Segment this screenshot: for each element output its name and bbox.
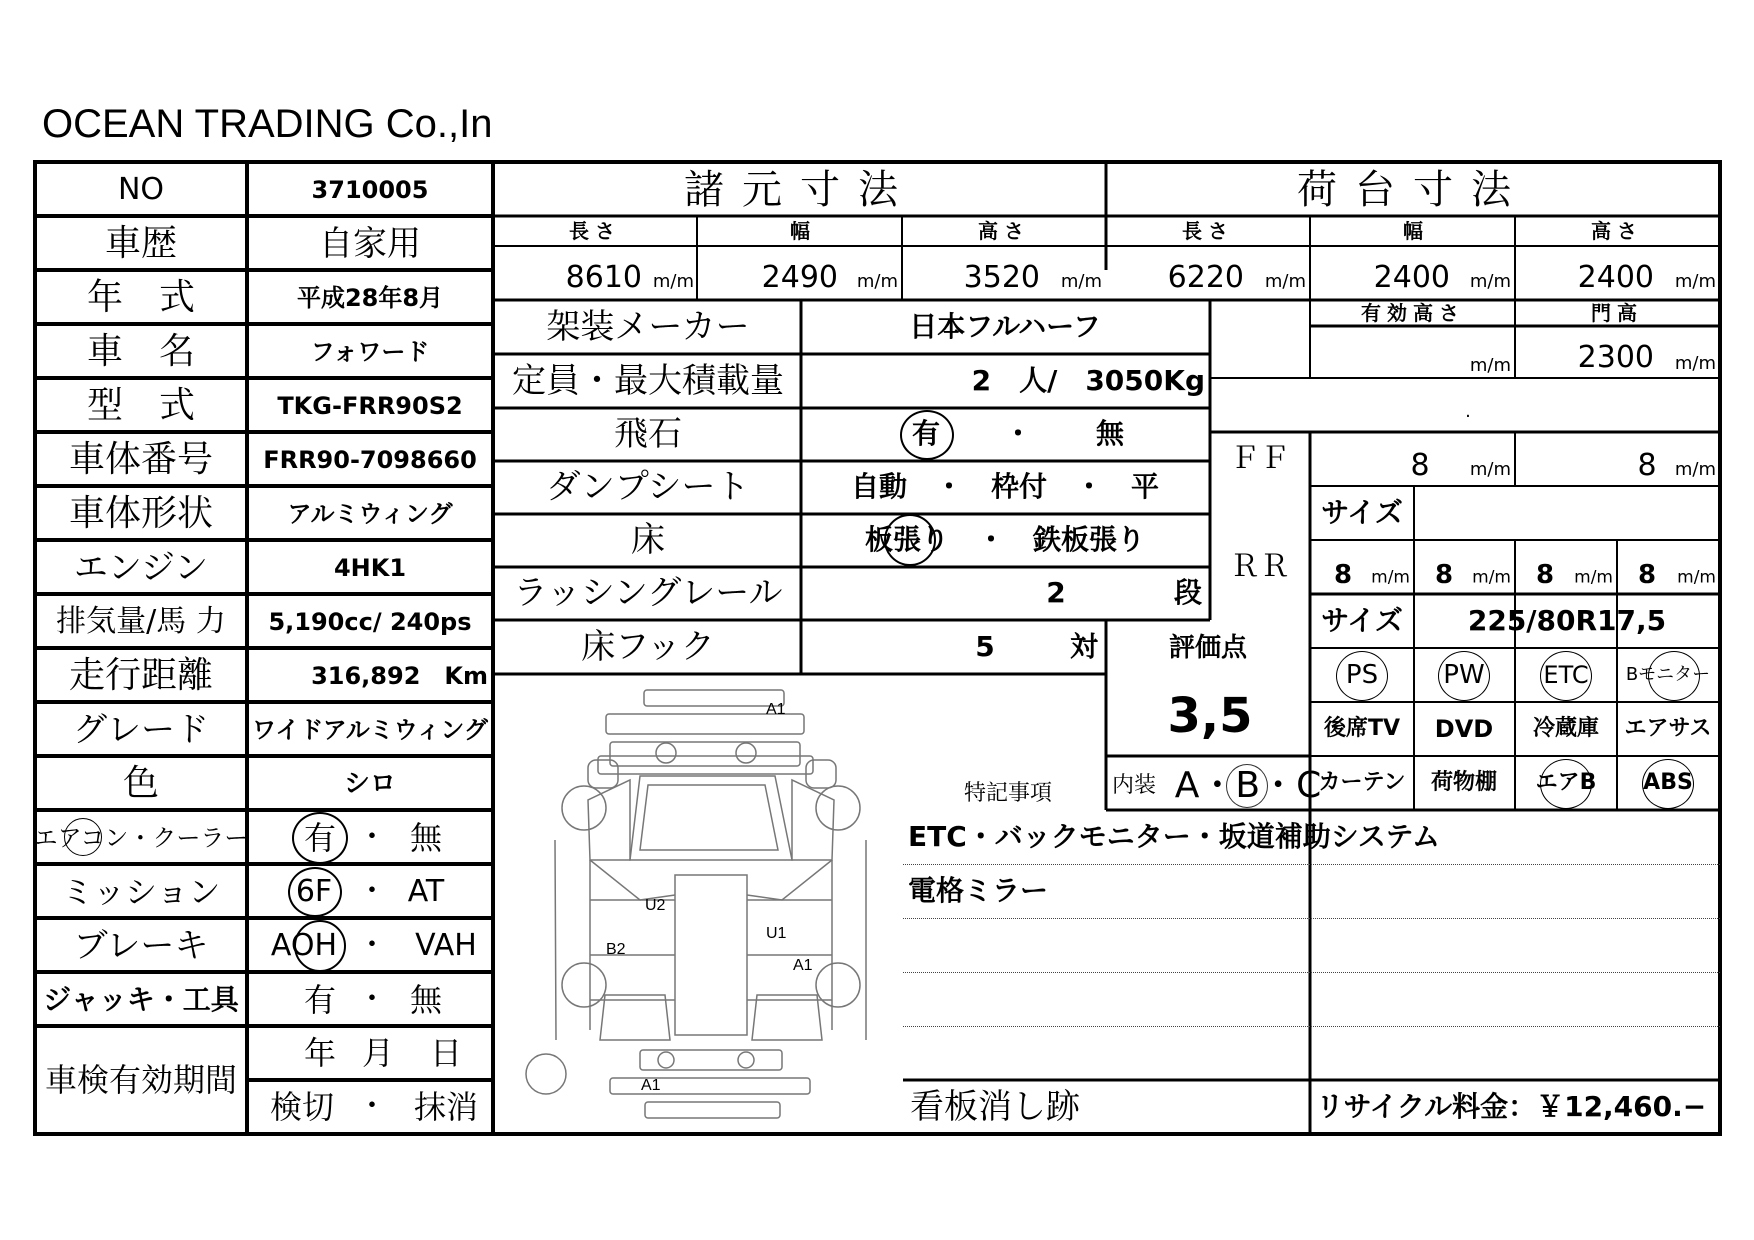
diagram-label-u2: U2 bbox=[645, 897, 666, 914]
capacity-value: 2 人/ 3050Kg bbox=[971, 364, 1205, 397]
jack-no: 無 bbox=[409, 981, 443, 1019]
spec-width-label: 幅 bbox=[790, 219, 810, 243]
engine-value: 4HK1 bbox=[333, 554, 407, 582]
rr-unit-4: m/m bbox=[1677, 567, 1716, 588]
mission-6f: 6F bbox=[295, 874, 333, 909]
rating-label: 評価点 bbox=[1168, 633, 1248, 663]
color-value: シロ bbox=[343, 769, 397, 799]
equip-ps: PS bbox=[1345, 660, 1379, 690]
cargo-width-unit: m/m bbox=[1469, 271, 1511, 292]
color-label: 色 bbox=[122, 763, 160, 804]
grade-label: グレード bbox=[73, 710, 209, 750]
equip-abs: ABS bbox=[1643, 770, 1693, 795]
name-value: フォワード bbox=[310, 338, 430, 366]
notes-rule-1 bbox=[903, 864, 1720, 865]
mission-6f-circle bbox=[288, 867, 342, 917]
ff-right-value: 8 bbox=[1637, 448, 1657, 483]
cargo-width-value: 2400 bbox=[1373, 260, 1450, 295]
interior-b-circle bbox=[1226, 764, 1268, 808]
stone-label: 飛石 bbox=[614, 414, 682, 454]
notes-rule-4 bbox=[903, 1026, 1720, 1027]
grade-value: ワイドアルミウィング bbox=[252, 716, 488, 744]
rr-value-3: 8 bbox=[1535, 560, 1555, 590]
equip-ps-circle bbox=[1336, 651, 1388, 701]
spec-height-value: 3520 bbox=[963, 260, 1040, 295]
equip-airbag: エアB bbox=[1535, 770, 1597, 795]
equip-etc: ETC bbox=[1543, 661, 1589, 689]
equip-dvd: DVD bbox=[1434, 715, 1494, 743]
rr-size-label: サイズ bbox=[1321, 604, 1403, 637]
body-label: 車体形状 bbox=[68, 493, 214, 534]
notes-rule-3 bbox=[903, 972, 1720, 973]
notes-label: 特記事項 bbox=[963, 781, 1053, 806]
spec-height-unit: m/m bbox=[1060, 271, 1102, 292]
no-value: 3710005 bbox=[311, 176, 429, 204]
equip-fridge: 冷蔵庫 bbox=[1532, 716, 1600, 741]
name-label: 車 名 bbox=[86, 331, 196, 372]
vehicle-diagram bbox=[526, 690, 866, 1118]
rating-value: 3,5 bbox=[1167, 688, 1253, 744]
jack-label: ジャッキ・工具 bbox=[43, 983, 239, 1016]
ff-size-label: サイズ bbox=[1321, 496, 1403, 529]
aircon-mark-circle bbox=[64, 818, 102, 856]
insp-dot: ・ bbox=[357, 1089, 387, 1124]
floor-value: 板張り ・ 鉄板張り bbox=[864, 523, 1146, 556]
hook-label: 床フック bbox=[581, 627, 715, 667]
interior-label: 内装 bbox=[1112, 773, 1157, 798]
equip-etc-circle bbox=[1540, 651, 1592, 701]
rr-unit-2: m/m bbox=[1472, 567, 1511, 588]
history-value: 自家用 bbox=[319, 224, 421, 264]
history-label: 車歴 bbox=[104, 223, 178, 264]
equip-abs-circle bbox=[1642, 759, 1694, 809]
insp-day: 日 bbox=[429, 1034, 463, 1072]
spec-height-label: 高さ bbox=[978, 219, 1030, 243]
diagram-label-u1: U1 bbox=[766, 925, 787, 942]
signboard-note: 看板消し跡 bbox=[910, 1087, 1080, 1127]
spec-width-value: 2490 bbox=[761, 260, 838, 295]
equip-airbag-circle bbox=[1540, 759, 1592, 809]
equip-air-suspension: エアサス bbox=[1624, 716, 1712, 741]
chassis-value: FRR90-7098660 bbox=[263, 446, 477, 474]
capacity-label: 定員・最大積載量 bbox=[512, 361, 784, 401]
gate-height-unit: m/m bbox=[1674, 353, 1716, 374]
brake-aoh: AOH bbox=[270, 928, 338, 963]
diagram-label-a1-right: A1 bbox=[793, 957, 813, 974]
company-name: OCEAN TRADING Co.,In bbox=[42, 102, 493, 146]
equip-rear-tv: 後席TV bbox=[1323, 716, 1401, 741]
gate-height-value: 2300 bbox=[1577, 340, 1654, 375]
equip-pw: PW bbox=[1443, 660, 1485, 690]
cargo-height-value: 2400 bbox=[1577, 260, 1654, 295]
displacement-label: 排気量/馬 力 bbox=[56, 604, 226, 639]
insp-year: 年 bbox=[303, 1034, 337, 1072]
mission-label: ミッション bbox=[61, 873, 221, 911]
spec-length-unit: m/m bbox=[652, 271, 694, 292]
equip-pw-circle bbox=[1438, 651, 1490, 701]
inspection-label: 車検有効期間 bbox=[44, 1061, 238, 1099]
diagram-label-b2: B2 bbox=[606, 941, 626, 958]
notes-rule-2 bbox=[903, 918, 1720, 919]
aircon-dot: ・ bbox=[357, 820, 387, 855]
spec-length-label: 長さ bbox=[569, 219, 621, 243]
mission-dot: ・ bbox=[357, 874, 387, 909]
ff-left-value: 8 bbox=[1410, 448, 1430, 483]
stone-dot: ・ bbox=[1003, 417, 1033, 450]
rr-unit-3: m/m bbox=[1574, 567, 1613, 588]
year-label: 年 式 bbox=[86, 277, 196, 318]
cargo-length-value: 6220 bbox=[1167, 260, 1244, 295]
spec-title: 諸元寸法 bbox=[684, 167, 916, 213]
hook-value: 5 bbox=[975, 630, 995, 663]
ff-label: ＦＦ bbox=[1230, 441, 1290, 476]
notes-line-1: ETC・バックモニター・坂道補助システム bbox=[908, 820, 1440, 853]
mileage-label: 走行距離 bbox=[68, 655, 214, 696]
brake-dot: ・ bbox=[357, 928, 387, 963]
brake-aoh-circle bbox=[294, 920, 346, 972]
spec-width-unit: m/m bbox=[856, 271, 898, 292]
rr-label: ＲＲ bbox=[1230, 549, 1290, 584]
mileage-value: 316,892 Km bbox=[311, 662, 488, 690]
equip-curtain: カーテン bbox=[1318, 770, 1406, 795]
aircon-yes-circle bbox=[292, 812, 348, 864]
rr-unit-1: m/m bbox=[1371, 567, 1410, 588]
jack-dot: ・ bbox=[357, 982, 387, 1017]
stone-yes-circle bbox=[900, 410, 954, 460]
rr-value-4: 8 bbox=[1637, 560, 1657, 590]
floor-label: 床 bbox=[631, 520, 665, 560]
ff-left-unit: m/m bbox=[1469, 459, 1511, 480]
model-label: 型 式 bbox=[86, 385, 196, 426]
body-value: アルミウィング bbox=[287, 500, 453, 528]
equip-back-monitor: Bモニター bbox=[1625, 664, 1711, 685]
stone-yes: 有 bbox=[911, 417, 941, 450]
no-label: NO bbox=[117, 172, 165, 207]
effective-height-label: 有効高さ bbox=[1361, 301, 1465, 325]
dump-value: 自動 ・ 枠付 ・ 平 bbox=[850, 470, 1160, 503]
rail-value: 2 bbox=[1046, 576, 1066, 609]
year-value: 平成28年8月 bbox=[296, 284, 444, 312]
effective-height-unit: m/m bbox=[1469, 355, 1511, 376]
cargo-height-unit: m/m bbox=[1674, 271, 1716, 292]
insp-cancel: 抹消 bbox=[413, 1088, 479, 1126]
equip-luggage-rack: 荷物棚 bbox=[1430, 770, 1498, 795]
aircon-no: 無 bbox=[409, 819, 443, 857]
cargo-dot: . bbox=[1465, 401, 1471, 422]
insp-month: 月 bbox=[361, 1034, 395, 1072]
rail-unit: 段 bbox=[1173, 576, 1203, 609]
interior-grades: A・B・C bbox=[1174, 765, 1322, 806]
stone-no: 無 bbox=[1095, 417, 1125, 450]
floor-wood-circle bbox=[884, 514, 936, 566]
brake-vah: VAH bbox=[415, 928, 477, 963]
aircon-label: エアコン・クーラー bbox=[33, 824, 249, 852]
gate-height-label: 門高 bbox=[1591, 301, 1643, 325]
mission-at: AT bbox=[407, 874, 445, 909]
engine-label: エンジン bbox=[73, 548, 209, 588]
cargo-height-label: 高さ bbox=[1591, 219, 1643, 243]
maker-value: 日本フルハーフ bbox=[909, 310, 1101, 343]
jack-yes: 有 bbox=[303, 981, 337, 1019]
hook-unit: 対 bbox=[1069, 630, 1099, 663]
cargo-title: 荷台寸法 bbox=[1297, 167, 1529, 213]
recycle-fee: リサイクル料金：￥12,460.− bbox=[1316, 1090, 1707, 1123]
rr-value-2: 8 bbox=[1434, 560, 1454, 590]
aircon-yes: 有 bbox=[303, 819, 337, 857]
dump-label: ダンプシート bbox=[546, 467, 750, 507]
chassis-label: 車体番号 bbox=[68, 439, 214, 480]
spec-length-value: 8610 bbox=[565, 260, 642, 295]
diagram-label-a1-top: A1 bbox=[766, 701, 786, 718]
displacement-value: 5,190cc/ 240ps bbox=[268, 608, 472, 636]
insp-expired: 検切 bbox=[269, 1088, 335, 1126]
brake-label: ブレーキ bbox=[73, 926, 209, 966]
maker-label: 架装メーカー bbox=[546, 307, 750, 347]
rr-value-1: 8 bbox=[1333, 560, 1353, 590]
notes-line-2: 電格ミラー bbox=[908, 874, 1049, 907]
ff-right-unit: m/m bbox=[1674, 459, 1716, 480]
cargo-length-label: 長さ bbox=[1182, 219, 1234, 243]
diagram-label-a1-bottom: A1 bbox=[641, 1077, 661, 1094]
rr-size-value: 225/80R17,5 bbox=[1467, 604, 1667, 637]
equip-back-monitor-circle bbox=[1648, 651, 1700, 701]
model-value: TKG-FRR90S2 bbox=[277, 392, 463, 420]
cargo-length-unit: m/m bbox=[1264, 271, 1306, 292]
rail-label: ラッシングレール bbox=[513, 573, 783, 613]
cargo-width-label: 幅 bbox=[1403, 219, 1423, 243]
